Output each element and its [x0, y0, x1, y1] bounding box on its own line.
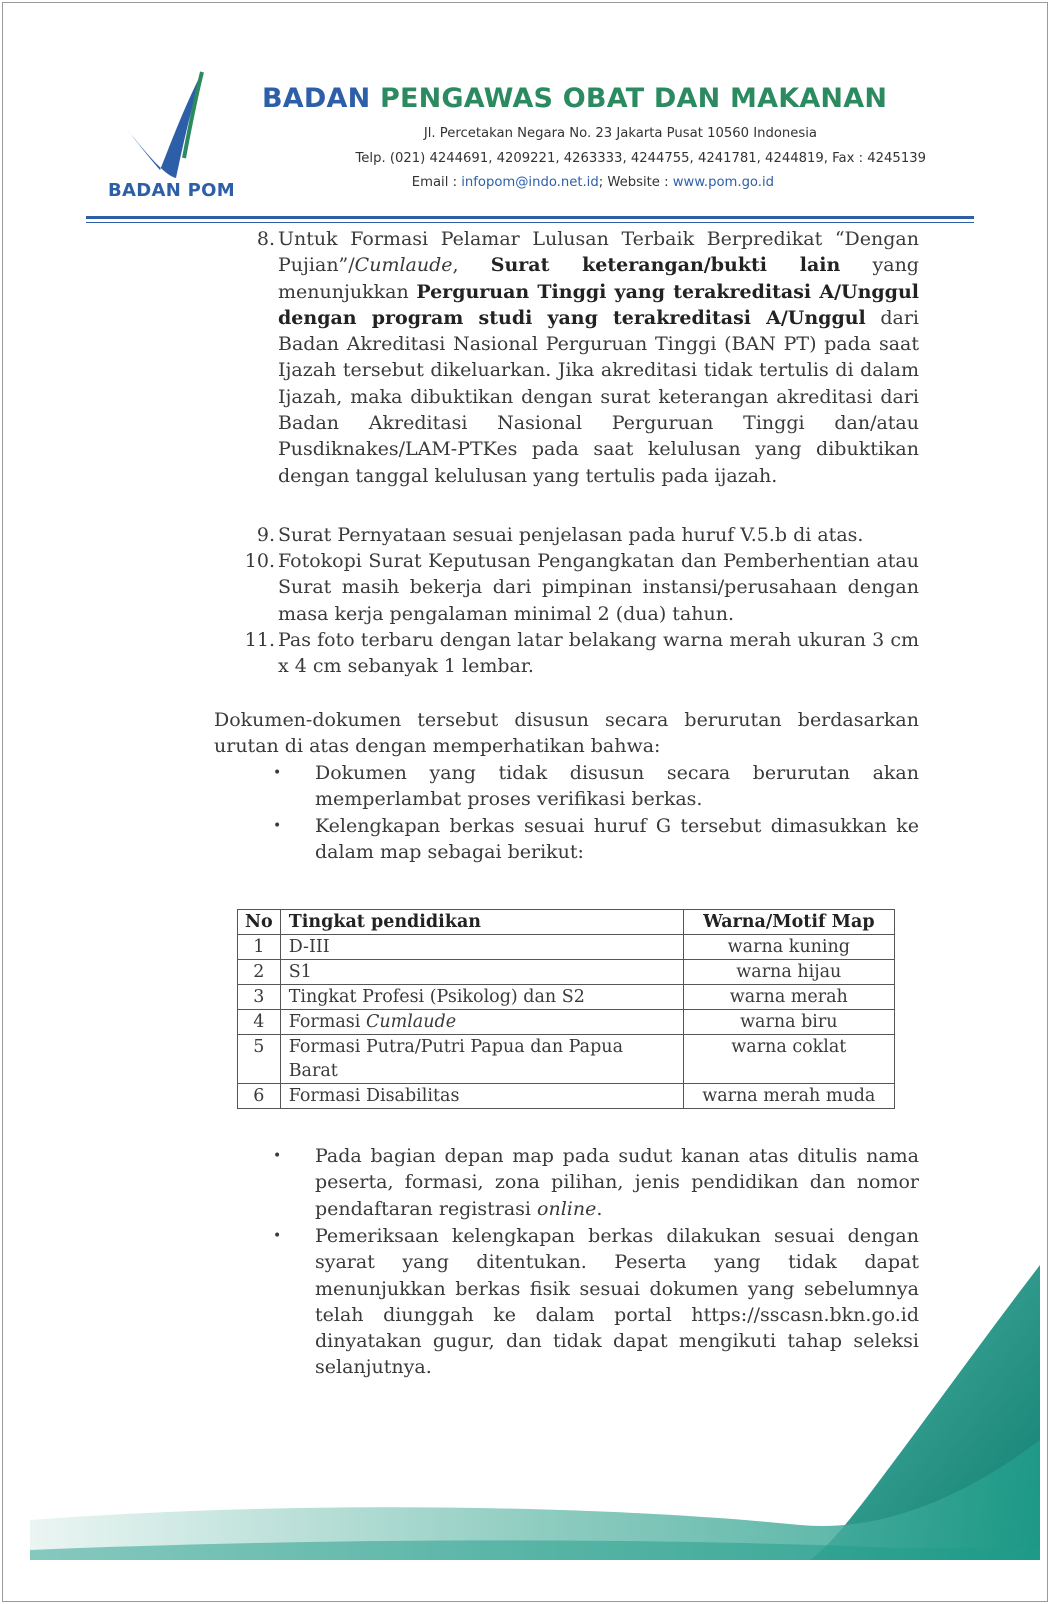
header-rule	[86, 216, 974, 219]
logo-text: BADAN POM	[108, 180, 235, 201]
table-row: 2 S1 warna hijau	[238, 960, 895, 985]
table-row: 1 D-III warna kuning	[238, 935, 895, 960]
bullet-item: • Pada bagian depan map pada sudut kanan atas ditulis nama peserta, formasi, zona pilihan, jenis pendidikan dan nomor pendaftaran registrasi online.	[273, 1145, 919, 1220]
header-rule-thin	[86, 222, 974, 223]
table-header-row	[238, 910, 895, 935]
list-item-10: 10. Fotokopi Surat Keputusan Pengangkatan dan Pemberhentian atau Surat masih bekerja dari pimpinan instansi/perusahaan dengan masa kerja pengalaman minimal 2 (dua) tahun.	[244, 550, 919, 625]
website-link[interactable]: www.pom.go.id	[672, 175, 774, 190]
table-row: 6 Formasi Disabilitas warna merah muda	[238, 1084, 895, 1109]
table-row: 4 Formasi Cumlaude warna biru	[238, 1010, 895, 1035]
table-row: 5 Formasi Putra/Putri Papua dan Papua Barat warna coklat	[238, 1035, 895, 1084]
header-address: Jl. Percetakan Negara No. 23 Jakarta Pusat 10560 Indonesia	[423, 126, 817, 141]
list-item-11: 11. Pas foto terbaru dengan latar belakang warna merah ukuran 3 cm x 4 cm sebanyak 1 lembar.	[244, 629, 919, 678]
table-row: 3 Tingkat Profesi (Psikolog) dan S2 warna merah	[238, 985, 895, 1010]
list-item-9: 9. Surat Pernyataan sesuai penjelasan pada huruf V.5.b di atas.	[256, 524, 864, 546]
col-header-no: No	[238, 910, 281, 935]
bullet-item: • Dokumen yang tidak disusun secara berurutan akan memperlambat proses verifikasi berkas.	[273, 762, 919, 811]
bullet-item: • Pemeriksaan kelengkapan berkas dilakukan sesuai dengan syarat yang ditentukan. Peserta yang tidak dapat menunjukkan berkas fisik sesuai dokumen yang sebelumnya telah diunggah ke dalam portal https://sscasn.bkn.go.id dinyatakan gugur, dan tidak dapat mengikuti tahap seleksi selanjutnya.	[273, 1225, 919, 1379]
intro-paragraph: Dokumen-dokumen tersebut disusun secara berurutan berdasarkan urutan di atas dengan memperhatikan bahwa:	[214, 709, 919, 758]
bullet-item: • Kelengkapan berkas sesuai huruf G tersebut dimasukkan ke dalam map sebagai berikut:	[273, 815, 919, 864]
email-link[interactable]: infopom@indo.net.id	[461, 175, 599, 190]
folder-color-table	[237, 909, 895, 1109]
header-contact: Email : infopom@indo.net.id; Website : www.pom.go.id	[411, 175, 774, 190]
organization-name: BADAN PENGAWAS OBAT DAN MAKANAN	[262, 83, 888, 114]
list-item-8: 8. Untuk Formasi Pelamar Lulusan Terbaik Berpredikat “Dengan Pujian”/Cumlaude, Surat keterangan/bukti lain yang menunjukkan Perguruan Tinggi yang terakreditasi A/Unggul dengan program studi yang terakreditasi A/Unggul dari Badan Akreditasi Nasional Perguruan Tinggi (BAN PT) pada saat Ijazah tersebut dikeluarkan. Jika akreditasi tidak tertulis di dalam Ijazah, maka dibuktikan dengan surat keterangan akreditasi dari Badan Akreditasi Nasional Perguruan Tinggi dan/atau Pusdiknakes/LAM-PTKes pada saat kelulusan yang dibuktikan dengan tanggal kelulusan yang tertulis pada ijazah.	[256, 228, 919, 487]
header-phone: Telp. (021) 4244691, 4209221, 4263333, 4244755, 4241781, 4244819, Fax : 4245139	[355, 151, 926, 166]
col-header-level: Tingkat pendidikan	[280, 910, 683, 935]
col-header-color: Warna/Motif Map	[683, 910, 894, 935]
